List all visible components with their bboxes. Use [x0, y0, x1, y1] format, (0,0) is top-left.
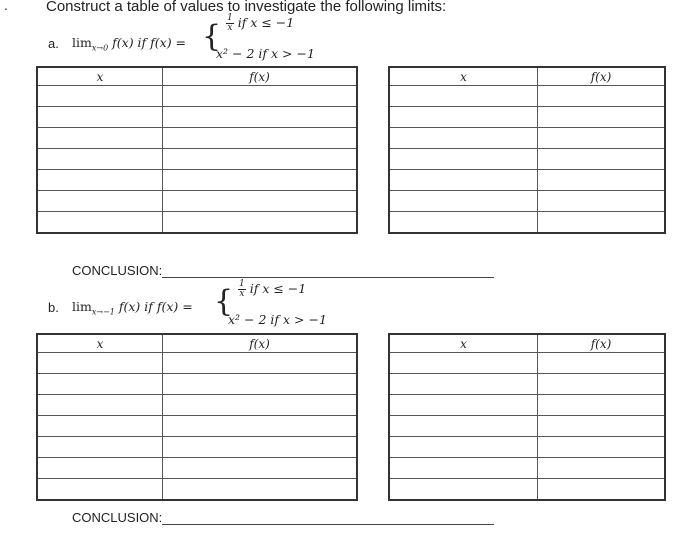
lim-subscript: x→0 — [91, 43, 109, 53]
table-cell[interactable] — [538, 86, 666, 107]
table-cell[interactable] — [538, 437, 666, 458]
col-header-fx: f(x) — [163, 334, 358, 353]
table-cell[interactable] — [538, 395, 666, 416]
table-cell[interactable] — [389, 107, 538, 128]
table-cell[interactable] — [389, 191, 538, 212]
col-header-fx: f(x) — [538, 334, 666, 353]
table-cell[interactable] — [37, 107, 163, 128]
table-cell[interactable] — [163, 395, 358, 416]
table-cell[interactable] — [163, 437, 358, 458]
piecewise-case1-a: $\frac{1}{x}$ if x ≤ −1 — [227, 13, 295, 33]
conclusion-label: CONCLUSION: — [72, 510, 163, 525]
table-cell[interactable] — [163, 458, 358, 479]
problem-b-limit — [72, 299, 193, 317]
table-cell[interactable] — [37, 191, 163, 212]
table-cell[interactable] — [163, 353, 358, 374]
piecewise-case2-b: x² − 2 if x > −1 — [228, 312, 327, 327]
lim-subscript: x→−1 — [91, 307, 115, 317]
table-cell[interactable] — [538, 416, 666, 437]
table-cell[interactable] — [163, 128, 358, 149]
table-cell[interactable] — [163, 479, 358, 501]
table-cell[interactable] — [389, 374, 538, 395]
table-cell[interactable] — [163, 107, 358, 128]
conclusion-a — [72, 263, 494, 278]
table-cell[interactable] — [37, 149, 163, 170]
fraction-one-over-x: $\frac{1}{x}$ — [227, 13, 233, 33]
table-cell[interactable] — [389, 437, 538, 458]
limit-function: f(x) if f(x) = — [112, 35, 187, 50]
value-table-a-right — [388, 66, 666, 234]
col-header-x: x — [37, 334, 163, 353]
table-cell[interactable] — [163, 374, 358, 395]
piecewise-brace-b: { — [214, 284, 234, 319]
table-cell[interactable] — [163, 416, 358, 437]
table-cell[interactable] — [389, 458, 538, 479]
table-cell[interactable] — [37, 437, 163, 458]
table-cell[interactable] — [389, 86, 538, 107]
table-cell[interactable] — [538, 458, 666, 479]
table-cell[interactable] — [37, 353, 163, 374]
value-table-a-left — [36, 66, 358, 234]
table-cell[interactable] — [163, 170, 358, 191]
table-cell[interactable] — [538, 353, 666, 374]
col-header-fx: f(x) — [163, 67, 358, 86]
table-cell[interactable] — [389, 353, 538, 374]
lim-text: lim — [72, 35, 92, 50]
table-cell[interactable] — [538, 107, 666, 128]
table-cell[interactable] — [163, 212, 358, 234]
table-cell[interactable] — [163, 191, 358, 212]
table-cell[interactable] — [37, 86, 163, 107]
value-table-b-right — [388, 333, 666, 501]
problem-a-label: a. — [48, 36, 59, 51]
col-header-fx: f(x) — [538, 67, 666, 86]
table-cell[interactable] — [37, 128, 163, 149]
conclusion-label: CONCLUSION: — [72, 263, 163, 278]
piecewise-case1-b: $\frac{1}{x}$ if x ≤ −1 — [239, 279, 307, 299]
table-cell[interactable] — [37, 170, 163, 191]
table-cell[interactable] — [389, 170, 538, 191]
problem-a-limit — [72, 35, 186, 53]
table-cell[interactable] — [538, 212, 666, 234]
table-cell[interactable] — [37, 458, 163, 479]
conclusion-a-answer-line[interactable] — [162, 263, 494, 278]
piecewise-case2-a: x² − 2 if x > −1 — [216, 46, 315, 61]
col-header-x: x — [37, 67, 163, 86]
table-cell[interactable] — [389, 479, 538, 501]
value-table-b-left — [36, 333, 358, 501]
table-cell[interactable] — [538, 479, 666, 501]
table-cell[interactable] — [37, 395, 163, 416]
piecewise-brace-a: { — [202, 19, 222, 54]
col-header-x: x — [389, 67, 538, 86]
table-cell[interactable] — [163, 149, 358, 170]
conclusion-b — [72, 510, 494, 525]
table-cell[interactable] — [538, 191, 666, 212]
table-cell[interactable] — [389, 416, 538, 437]
table-cell[interactable] — [389, 128, 538, 149]
table-cell[interactable] — [163, 86, 358, 107]
problem-b-label: b. — [48, 300, 59, 315]
limit-function: f(x) if f(x) = — [118, 299, 193, 314]
col-header-x: x — [389, 334, 538, 353]
table-cell[interactable] — [37, 416, 163, 437]
instruction-text: Construct a table of values to investigate the following limits: — [46, 0, 447, 15]
table-cell[interactable] — [538, 149, 666, 170]
lim-text: lim — [72, 299, 92, 314]
stray-mark: . — [4, 0, 8, 13]
table-cell[interactable] — [538, 170, 666, 191]
table-cell[interactable] — [538, 128, 666, 149]
conclusion-b-answer-line[interactable] — [162, 510, 494, 525]
table-cell[interactable] — [389, 149, 538, 170]
fraction-one-over-x: $\frac{1}{x}$ — [239, 279, 245, 299]
table-cell[interactable] — [389, 212, 538, 234]
table-cell[interactable] — [389, 395, 538, 416]
table-cell[interactable] — [37, 374, 163, 395]
table-cell[interactable] — [37, 212, 163, 234]
table-cell[interactable] — [538, 374, 666, 395]
table-cell[interactable] — [37, 479, 163, 501]
